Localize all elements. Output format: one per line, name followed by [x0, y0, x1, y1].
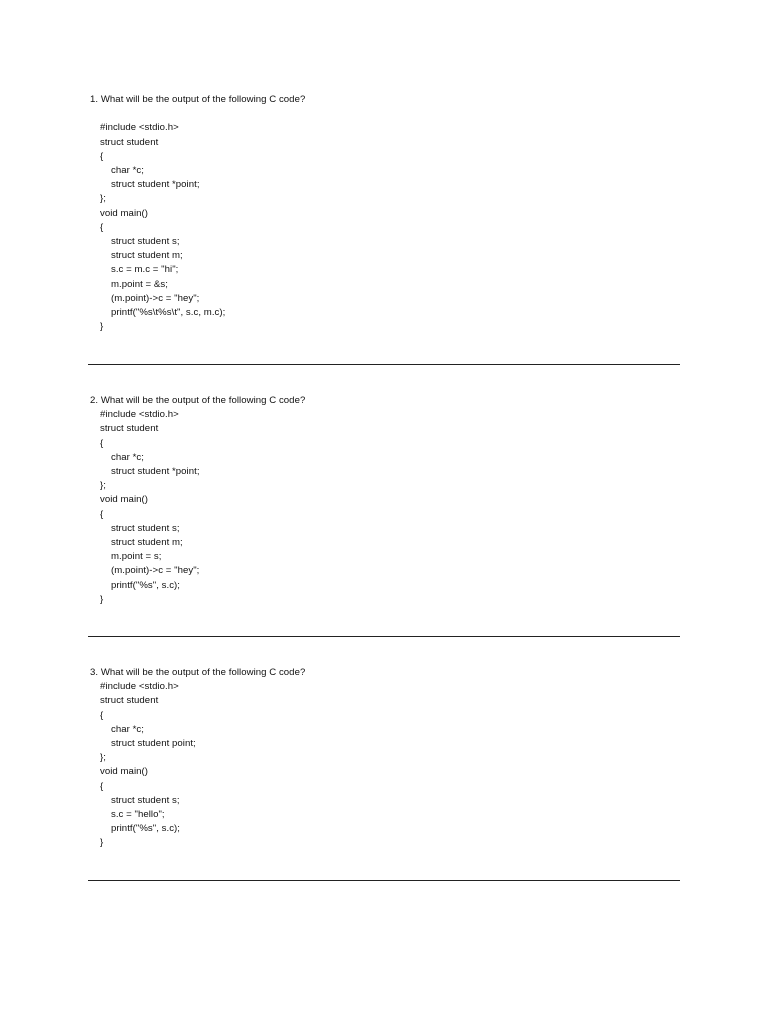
- section-divider: [88, 364, 680, 365]
- code-line: }: [100, 593, 104, 605]
- code-line: struct student *point;: [111, 179, 200, 191]
- code-line: struct student s;: [111, 794, 180, 806]
- section-divider: [88, 636, 680, 637]
- code-line: {: [100, 780, 104, 792]
- code-line: void main(): [100, 766, 148, 778]
- code-line: struct student *point;: [111, 466, 200, 478]
- code-line: struct student: [100, 136, 159, 148]
- code-line: }: [100, 837, 104, 849]
- code-line: #include <stdio.h>: [100, 409, 179, 421]
- question-title: 3. What will be the output of the following C code?: [90, 667, 306, 678]
- code-line: void main(): [100, 207, 148, 219]
- code-line: {: [100, 709, 104, 721]
- question-title: 1. What will be the output of the following C code?: [90, 94, 306, 105]
- code-line: s.c = m.c = "hi";: [111, 264, 179, 276]
- code-line: #include <stdio.h>: [100, 681, 179, 693]
- code-line: };: [100, 752, 106, 764]
- code-block: [90, 680, 680, 850]
- code-line: struct student m;: [111, 250, 183, 262]
- code-block: [90, 408, 680, 607]
- code-line: {: [100, 150, 104, 162]
- code-line: };: [100, 480, 106, 492]
- code-line: struct student: [100, 423, 159, 435]
- code-line: struct student s;: [111, 236, 180, 248]
- code-line: char *c;: [111, 451, 144, 463]
- code-line: char *c;: [111, 723, 144, 735]
- code-line: printf("%s\t%s\t", s.c, m.c);: [111, 307, 226, 319]
- code-line: struct student s;: [111, 522, 180, 534]
- code-line: struct student: [100, 695, 159, 707]
- code-line: };: [100, 193, 106, 205]
- code-line: m.point = &s;: [111, 278, 168, 290]
- code-line: {: [100, 508, 104, 520]
- code-line: m.point = s;: [111, 551, 162, 563]
- code-line: s.c = "hello";: [111, 809, 165, 821]
- blank-line: [90, 107, 680, 121]
- code-line: printf("%s", s.c);: [111, 579, 181, 591]
- question-1: [90, 93, 680, 334]
- code-line: (m.point)->c = "hey";: [111, 292, 200, 304]
- code-block: [90, 121, 680, 334]
- code-line: {: [100, 437, 104, 449]
- code-line: struct student m;: [111, 537, 183, 549]
- question-3: [90, 666, 680, 851]
- code-line: (m.point)->c = "hey";: [111, 565, 200, 577]
- code-line: char *c;: [111, 165, 144, 177]
- code-line: struct student point;: [111, 738, 196, 750]
- question-2: [90, 394, 680, 607]
- code-line: {: [100, 221, 104, 233]
- question-title: 2. What will be the output of the following C code?: [90, 395, 306, 406]
- section-divider: [88, 880, 680, 881]
- code-line: printf("%s", s.c);: [111, 823, 181, 835]
- code-line: #include <stdio.h>: [100, 122, 179, 134]
- code-line: }: [100, 321, 104, 333]
- code-line: void main(): [100, 494, 148, 506]
